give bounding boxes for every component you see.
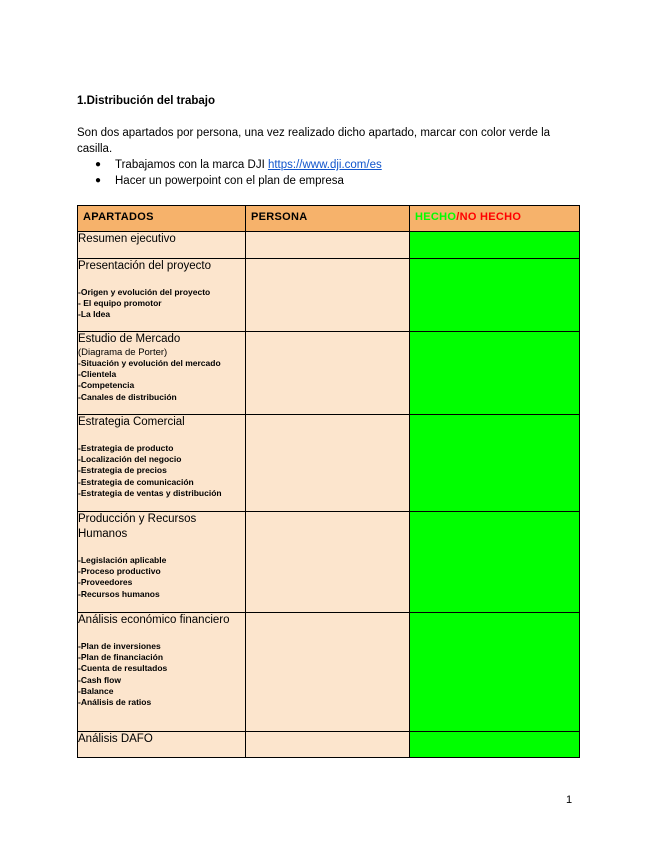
persona-cell[interactable]	[246, 613, 410, 732]
item-list	[78, 358, 245, 403]
section-cell	[78, 512, 246, 613]
status-cell[interactable]	[410, 232, 580, 259]
list-item: - El equipo promotor	[78, 298, 162, 309]
section-subtitle: (Diagrama de Porter)	[78, 347, 168, 358]
list-item: -Estrategia de comunicación	[78, 476, 194, 487]
list-item: -Legislación aplicable	[78, 555, 167, 565]
item-list	[78, 287, 245, 321]
list-item: -Estrategia de precios	[78, 465, 167, 476]
bullet-icon: ●	[95, 175, 102, 186]
section-title: Producción y Recursos Humanos	[78, 513, 197, 540]
section-title: Estudio de Mercado	[78, 333, 181, 345]
persona-cell[interactable]	[246, 232, 410, 259]
status-cell[interactable]	[410, 512, 580, 613]
item-list	[78, 443, 245, 499]
item-list	[78, 641, 245, 708]
list-item: -Análisis de ratios	[78, 697, 152, 708]
header-hecho-label: HECHO	[415, 211, 457, 223]
status-cell[interactable]	[410, 259, 580, 332]
item-list	[78, 555, 245, 600]
persona-cell[interactable]	[246, 259, 410, 332]
section-cell	[78, 415, 246, 512]
section-heading: 1.Distribución del trabajo	[77, 95, 216, 107]
list-item: -Competencia	[78, 380, 135, 391]
status-cell[interactable]	[410, 332, 580, 415]
list-item: -Proceso productivo	[78, 566, 161, 577]
status-cell[interactable]	[410, 415, 580, 512]
bullet-icon: ●	[95, 159, 102, 170]
section-title: Presentación del proyecto	[78, 260, 211, 272]
bullet-text: Hacer un powerpoint con el plan de empresa	[115, 175, 344, 187]
header-hecho	[410, 206, 580, 232]
section-cell	[78, 613, 246, 732]
bullet-item-brand	[95, 157, 382, 173]
list-item: -Plan de inversiones	[78, 641, 161, 651]
table-row	[78, 332, 580, 415]
persona-cell[interactable]	[246, 415, 410, 512]
section-cell	[78, 332, 246, 415]
list-item: -Plan de financiación	[78, 652, 164, 663]
distribution-table	[77, 205, 580, 758]
list-item: -Proveedores	[78, 577, 133, 588]
list-item: -Cuenta de resultados	[78, 663, 168, 674]
section-title: Análisis económico financiero	[78, 614, 230, 626]
list-item: -Recursos humanos	[78, 588, 160, 599]
list-item: -La Idea	[78, 309, 111, 320]
header-no-hecho-label: NO HECHO	[459, 211, 522, 223]
header-slash: /	[456, 211, 460, 223]
header-persona: PERSONA	[246, 206, 410, 232]
bullet-list	[95, 157, 382, 189]
persona-cell[interactable]	[246, 512, 410, 613]
table-row	[78, 232, 580, 259]
list-item: -Situación y evolución del mercado	[78, 358, 221, 368]
persona-cell[interactable]	[246, 732, 410, 758]
bullet-text: Trabajamos con la marca DJI	[115, 159, 268, 171]
section-cell	[78, 259, 246, 332]
list-item: -Estrategia de producto	[78, 443, 174, 453]
section-title: Análisis DAFO	[78, 733, 153, 745]
list-item: -Cash flow	[78, 674, 121, 685]
list-item: -Estrategia de ventas y distribución	[78, 487, 222, 498]
table-row	[78, 613, 580, 732]
table-row	[78, 259, 580, 332]
intro-paragraph: Son dos apartados por persona, una vez realizado dicho apartado, marcar con color verde la casilla.	[77, 127, 551, 155]
section-cell	[78, 732, 246, 758]
list-item: -Clientela	[78, 369, 117, 380]
list-item: -Localización del negocio	[78, 454, 182, 465]
table-row	[78, 732, 580, 758]
page-number: 1	[566, 794, 573, 806]
table-row	[78, 415, 580, 512]
header-apartados: APARTADOS	[78, 206, 246, 232]
section-title: Resumen ejecutivo	[78, 233, 176, 245]
section-cell	[78, 232, 246, 259]
persona-cell[interactable]	[246, 332, 410, 415]
section-title: Estrategia Comercial	[78, 416, 185, 428]
list-item: -Origen y evolución del proyecto	[78, 287, 211, 297]
dji-link[interactable]: https://www.dji.com/es	[267, 159, 382, 171]
status-cell[interactable]	[410, 732, 580, 758]
list-item: -Canales de distribución	[78, 391, 177, 402]
table-row	[78, 512, 580, 613]
bullet-item-powerpoint	[95, 173, 382, 189]
list-item: -Balance	[78, 685, 114, 696]
table-header-row	[78, 206, 580, 232]
status-cell[interactable]	[410, 613, 580, 732]
